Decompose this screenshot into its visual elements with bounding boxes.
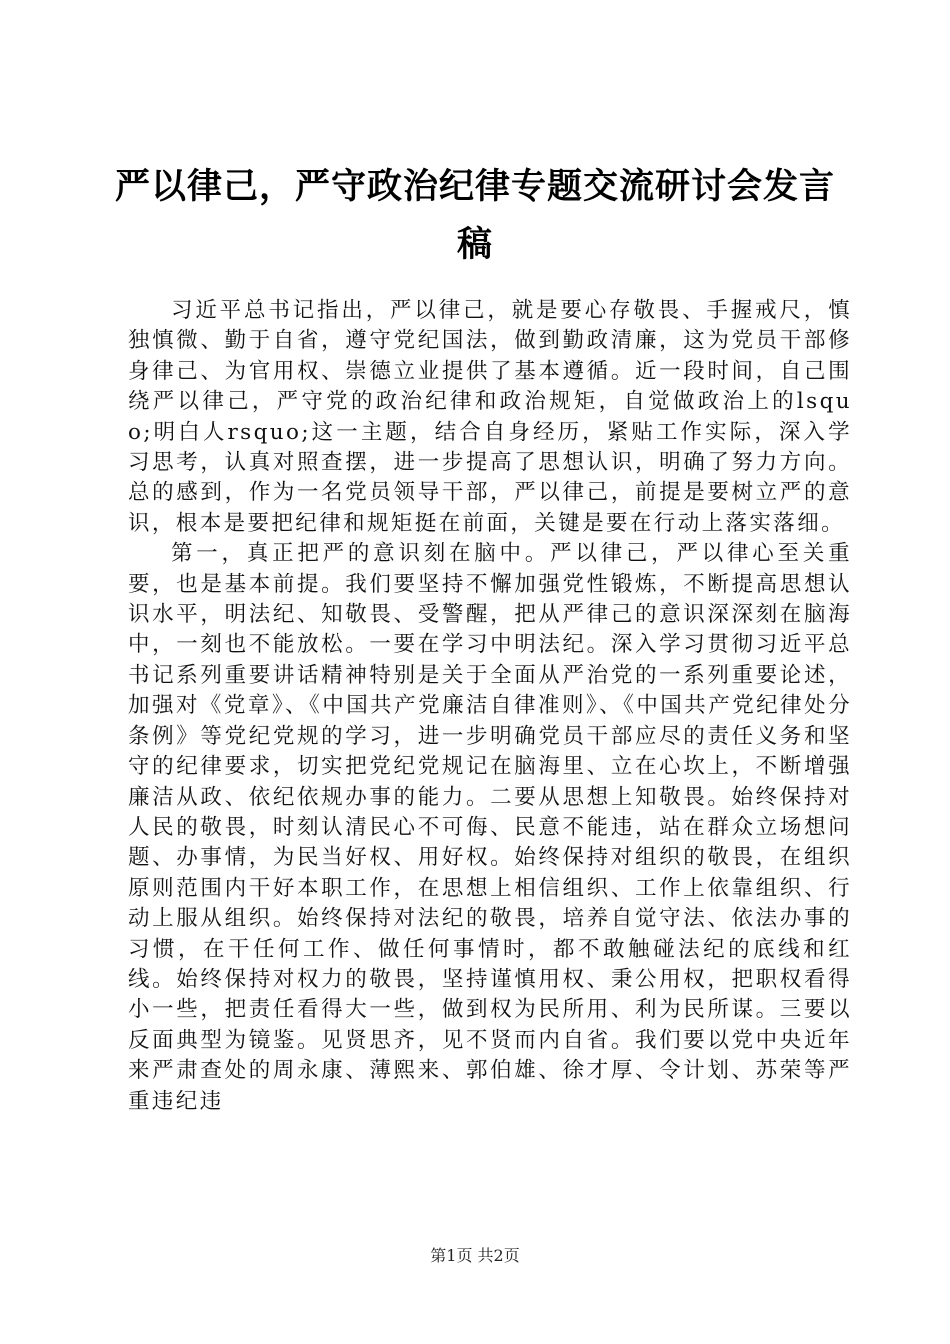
body-paragraph-2: 第一，真正把严的意识刻在脑中。严以律己，严以律心至关重要，也是基本前提。我们要坚持不懈加强党性锻炼，不断提高思想认识水平，明法纪、知敬畏、受警醒，把从严律己的意识深深刻在脑海中，一刻也不能放松。一要在学习中明法纪。深入学习贯彻习近平总书记系列重要讲话精神特别是关于全面从严治党的一系列重要论述，加强对《党章》、《中国共产党廉洁自律准则》、《中国共产党纪律处分条例》等党纪党规的学习，进一步明确党员干部应尽的责任义务和坚守的纪律要求，切实把党纪党规记在脑海里、立在心坎上，不断增强廉洁从政、依纪依规办事的能力。二要从思想上知敬畏。始终保持对人民的敬畏，时刻认清民心不可侮、民意不能违，站在群众立场想问题、办事情，为民当好权、用好权。始终保持对组织的敬畏，在组织原则范围内干好本职工作，在思想上相信组织、工作上依靠组织、行动上服从组织。始终保持对法纪的敬畏，培养自觉守法、依法办事的习惯，在干任何工作、做任何事情时，都不敢触碰法纪的底线和红线。始终保持对权力的敬畏，坚持谨慎用权、秉公用权，把职权看得小一些，把责任看得大一些，做到权为民所用、利为民所谋。三要以反面典型为镜鉴。见贤思齐，见不贤而内自省。我们要以党中央近年来严肃查处的周永康、薄熙来、郭伯雄、徐才厚、令计划、苏荣等严重违纪违: [128, 541, 852, 1114]
body-paragraph-1: 习近平总书记指出，严以律己，就是要心存敬畏、手握戒尺，慎独慎微、勤于自省，遵守党纪国法，做到勤政清廉，这为党员干部修身律己、为官用权、崇德立业提供了基本遵循。近一段时间，自己围绕严以律己，严守党的政治纪律和政治规矩，自觉做政治上的lsquo;明白人rsquo;这一主题，结合自身经历，紧贴工作实际，深入学习思考，认真对照查摆，进一步提高了思想认识，明确了努力方向。总的感到，作为一名党员领导干部，严以律己，前提是要树立严的意识，根本是要把纪律和规矩挺在前面，关键是要在行动上落实落细。: [128, 298, 852, 536]
page-footer: 第1页 共2页: [430, 1246, 520, 1265]
document-title: 严以律己，严守政治纪律专题交流研讨会发言稿: [114, 166, 835, 265]
document-body: [128, 296, 852, 1117]
